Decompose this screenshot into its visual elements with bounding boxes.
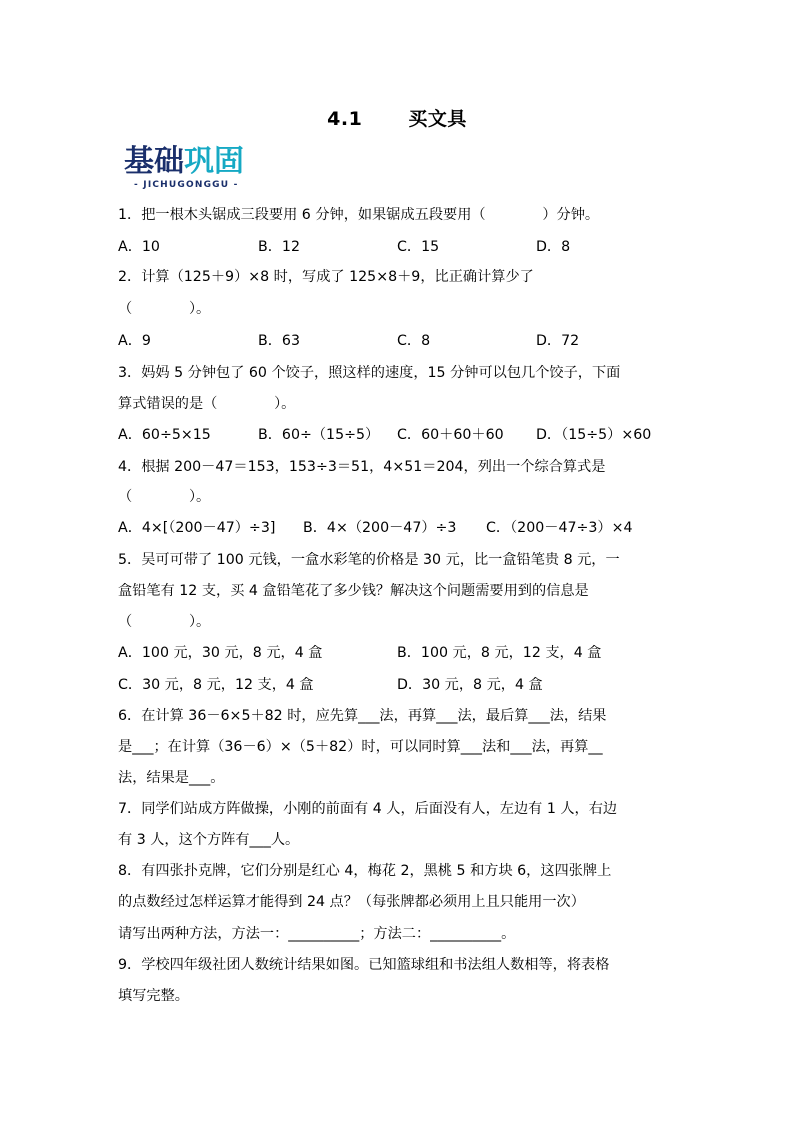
question-8-line-1: 8．有四张扑克牌，它们分别是红心 4，梅花 2，黑桃 5 和方块 6，这四张牌上 xyxy=(118,863,612,879)
question-2-option-b: B．63 xyxy=(258,333,300,349)
question-7-line-2: 有 3 人，这个方阵有___人。 xyxy=(118,832,300,848)
question-3-option-b: B．60÷（15÷5） xyxy=(258,427,380,443)
question-3-line-2: 算式错误的是（ ）。 xyxy=(118,396,296,412)
question-5-line-1: 5．吴可可带了 100 元钱，一盒水彩笔的价格是 30 元，比一盒铅笔贵 8 元，一 xyxy=(118,552,620,568)
badge-main-text: 基础巩固 xyxy=(124,144,244,179)
question-8-line-2: 的点数经过怎样运算才能得到 24 点？（每张牌都必须用上且只能用一次） xyxy=(118,894,585,910)
question-3-option-a: A．60÷5×15 xyxy=(118,427,211,443)
question-2-option-c: C．8 xyxy=(397,333,431,349)
question-5-option-a: A．100 元，30 元，8 元，4 盒 xyxy=(118,645,323,661)
question-4-option-b: B．4×（200－47）÷3 xyxy=(303,520,457,536)
question-5-option-c: C．30 元，8 元，12 支，4 盒 xyxy=(118,677,314,693)
question-1-option-a: A．10 xyxy=(118,239,160,255)
question-7-line-1: 7．同学们站成方阵做操，小刚的前面有 4 人，后面没有人，左边有 1 人，右边 xyxy=(118,801,618,817)
badge-subtitle: - JICHUGONGGU - xyxy=(134,180,239,190)
question-5-option-b: B．100 元，8 元，12 支，4 盒 xyxy=(397,645,602,661)
question-5-line-3: （ ）。 xyxy=(118,614,211,630)
question-4-line-2: （ ）。 xyxy=(118,489,211,505)
question-2-line-2: （ ）。 xyxy=(118,301,211,317)
question-6-line-1: 6．在计算 36－6×5＋82 时，应先算___法，再算___法，最后算___法，结果 xyxy=(118,708,607,724)
question-3-option-d: D．（15÷5）×60 xyxy=(536,427,652,443)
section-title: 买文具 xyxy=(408,108,467,130)
question-1-option-c: C．15 xyxy=(397,239,440,255)
question-2-line-1: 2．计算（125＋9）×8 时，写成了 125×8＋9，比正确计算少了 xyxy=(118,269,534,285)
question-9-line-2: 填写完整。 xyxy=(118,988,189,1004)
section-badge xyxy=(124,146,266,192)
question-5-option-d: D．30 元，8 元，4 盒 xyxy=(397,677,543,693)
question-3-line-1: 3．妈妈 5 分钟包了 60 个饺子，照这样的速度，15 分钟可以包几个饺子，下面 xyxy=(118,365,621,381)
question-4-option-c: C．（200－47÷3）×4 xyxy=(486,520,633,536)
question-8-line-3: 请写出两种方法，方法一：__________；方法二：__________。 xyxy=(118,926,516,942)
question-4-line-1: 4．根据 200－47＝153，153÷3＝51，4×51＝204，列出一个综合算式是 xyxy=(118,459,606,475)
question-1-line-1: 1．把一根木头锯成三段要用 6 分钟，如果锯成五段要用（ ）分钟。 xyxy=(118,207,600,223)
question-9-line-1: 9．学校四年级社团人数统计结果如图。已知篮球组和书法组人数相等，将表格 xyxy=(118,957,610,973)
section-number: 4.1 xyxy=(327,108,363,130)
question-1-option-b: B．12 xyxy=(258,239,300,255)
question-1-option-d: D．8 xyxy=(536,239,571,255)
question-4-option-a: A．4×[（200－47）÷3] xyxy=(118,520,276,536)
question-6-line-3: 法，结果是___。 xyxy=(118,770,225,786)
question-2-option-d: D．72 xyxy=(536,333,580,349)
page-title xyxy=(0,104,794,131)
question-6-line-2: 是___；在计算（36－6）×（5＋82）时，可以同时算___法和___法，再算__ xyxy=(118,739,603,755)
question-2-option-a: A．9 xyxy=(118,333,151,349)
question-3-option-c: C．60＋60＋60 xyxy=(397,427,504,443)
question-5-line-2: 盒铅笔有 12 支，买 4 盒铅笔花了多少钱？解决这个问题需要用到的信息是 xyxy=(118,583,589,599)
